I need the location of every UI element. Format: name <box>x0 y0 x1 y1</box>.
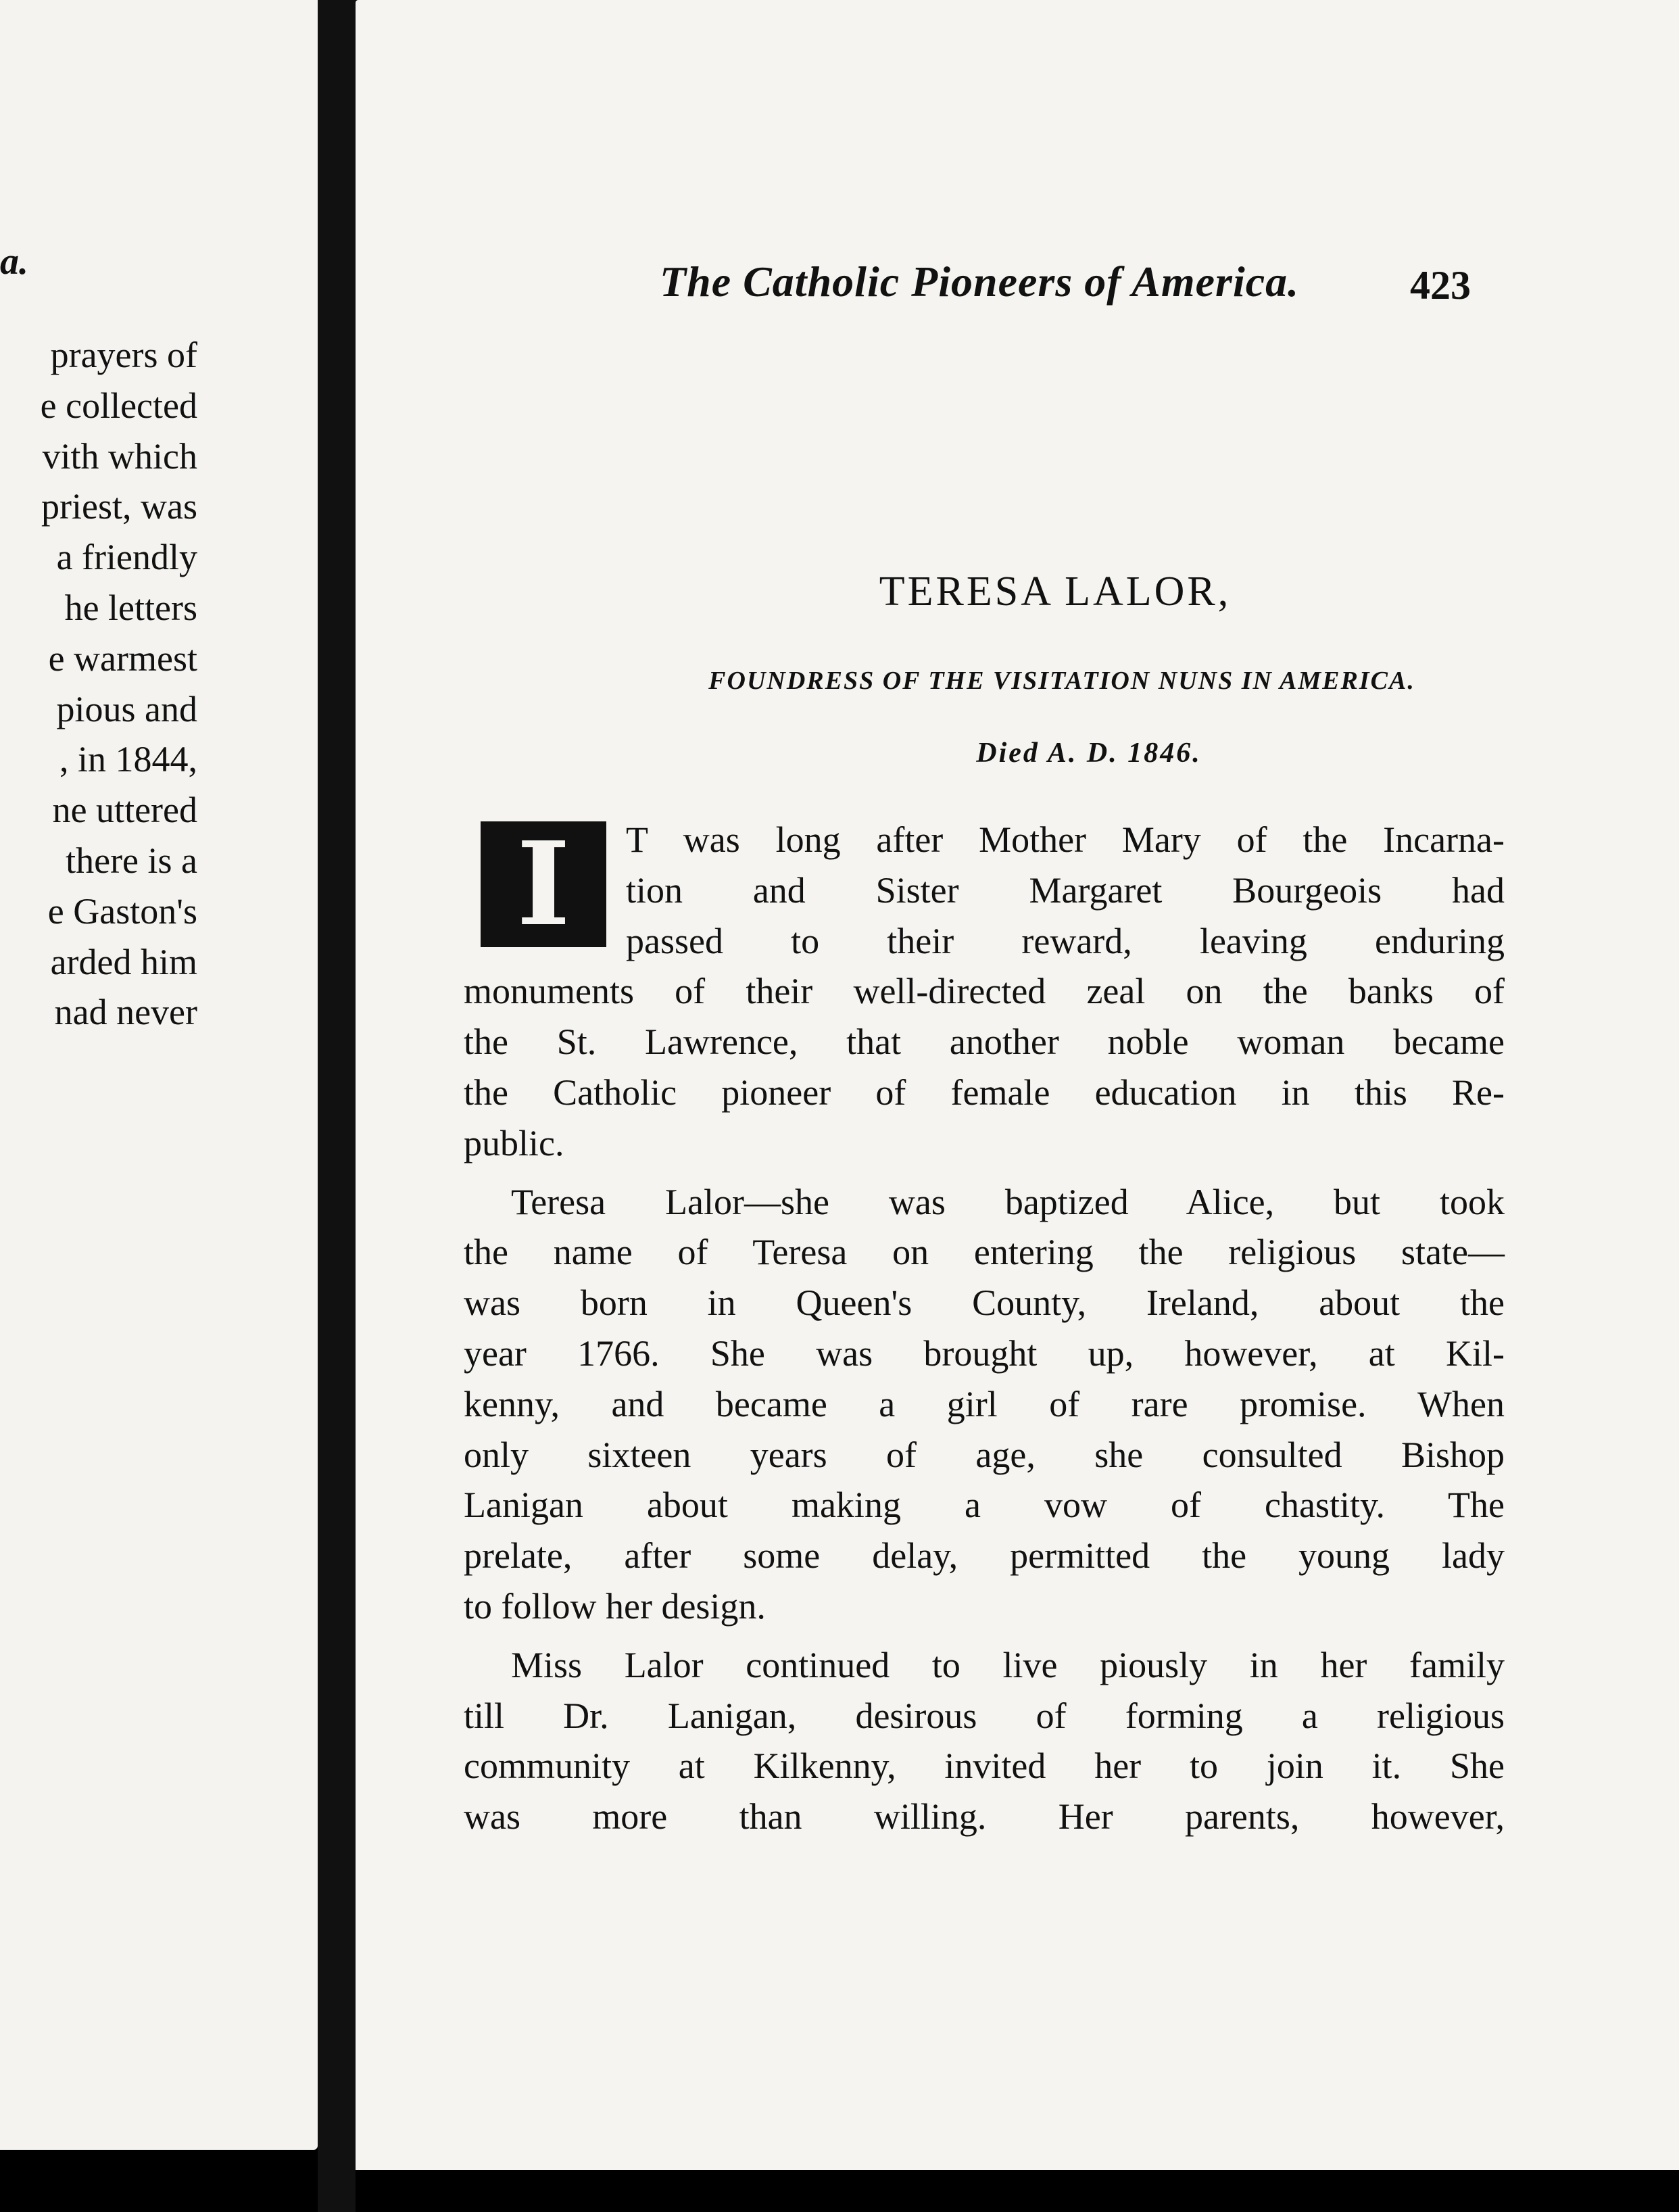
body-line: Teresa Lalor—she was baptized Alice, but took <box>511 1181 1505 1222</box>
body-line: was more than willing. Her parents, however, <box>464 1796 1505 1837</box>
left-text-line: , in 1844, <box>59 739 197 780</box>
left-text-line: e collected <box>40 385 197 426</box>
body-line: till Dr. Lanigan, desirous of forming a religious <box>464 1695 1505 1736</box>
running-title: The Catholic Pioneers of America. <box>660 258 1300 306</box>
left-text-line: he letters <box>64 587 197 628</box>
left-text-line: arded him <box>50 941 197 982</box>
body-line: tion and Sister Margaret Bourgeois had <box>626 869 1505 911</box>
left-facing-page <box>0 0 318 2150</box>
book-gutter <box>318 0 356 2212</box>
left-text-line: vith which <box>42 435 197 477</box>
body-line: community at Kilkenny, invited her to join it. She <box>464 1746 1505 1787</box>
left-text-line: pious and <box>56 688 197 729</box>
body-line: prelate, after some delay, permitted the young lady <box>464 1535 1505 1577</box>
left-text-line: there is a <box>66 840 197 881</box>
article-body <box>464 815 1505 1842</box>
body-line: the St. Lawrence, that another noble woman became <box>464 1021 1505 1063</box>
body-line: year 1766. She was brought up, however, at Kil- <box>464 1332 1505 1374</box>
body-line: Miss Lalor continued to live piously in her family <box>511 1644 1505 1685</box>
left-text-line: ne uttered <box>52 790 197 831</box>
body-line: the name of Teresa on entering the religious state— <box>464 1232 1505 1273</box>
body-line: monuments of their well-directed zeal on the banks of <box>464 971 1505 1012</box>
article-subtitle: FOUNDRESS OF THE VISITATION NUNS IN AMERICA. <box>708 667 1415 695</box>
left-text-line: e Gaston's <box>47 890 197 932</box>
body-line: passed to their reward, leaving enduring <box>626 920 1505 961</box>
running-head <box>660 257 1679 331</box>
body-line: was born in Queen's County, Ireland, about the <box>464 1282 1505 1324</box>
page-number: 423 <box>1410 263 1471 308</box>
left-text-line: e warmest <box>48 638 197 679</box>
body-line: Lanigan about making a vow of chastity. The <box>464 1485 1505 1526</box>
left-page-heading-fragment: a. <box>0 241 28 283</box>
left-text-line: priest, was <box>41 486 197 527</box>
body-line: kenny, and became a girl of rare promise. When <box>464 1383 1505 1424</box>
article-date: Died A. D. 1846. <box>976 738 1202 769</box>
left-text-line: prayers of <box>50 335 197 375</box>
body-line: to follow her design. <box>464 1585 766 1627</box>
body-line: public. <box>464 1122 564 1163</box>
body-line: only sixteen years of age, she consulted Bishop <box>464 1434 1505 1475</box>
left-text-line: nad never <box>54 992 197 1033</box>
left-page-text <box>0 330 197 1038</box>
body-line: the Catholic pioneer of female education in this Re- <box>464 1072 1505 1113</box>
left-text-line: a friendly <box>56 537 197 578</box>
right-page <box>356 0 1679 2170</box>
ornamental-drop-cap: I <box>481 821 606 947</box>
article-title: TERESA LALOR, <box>879 569 1232 615</box>
body-line: T was long after Mother Mary of the Incarna- <box>626 819 1505 860</box>
